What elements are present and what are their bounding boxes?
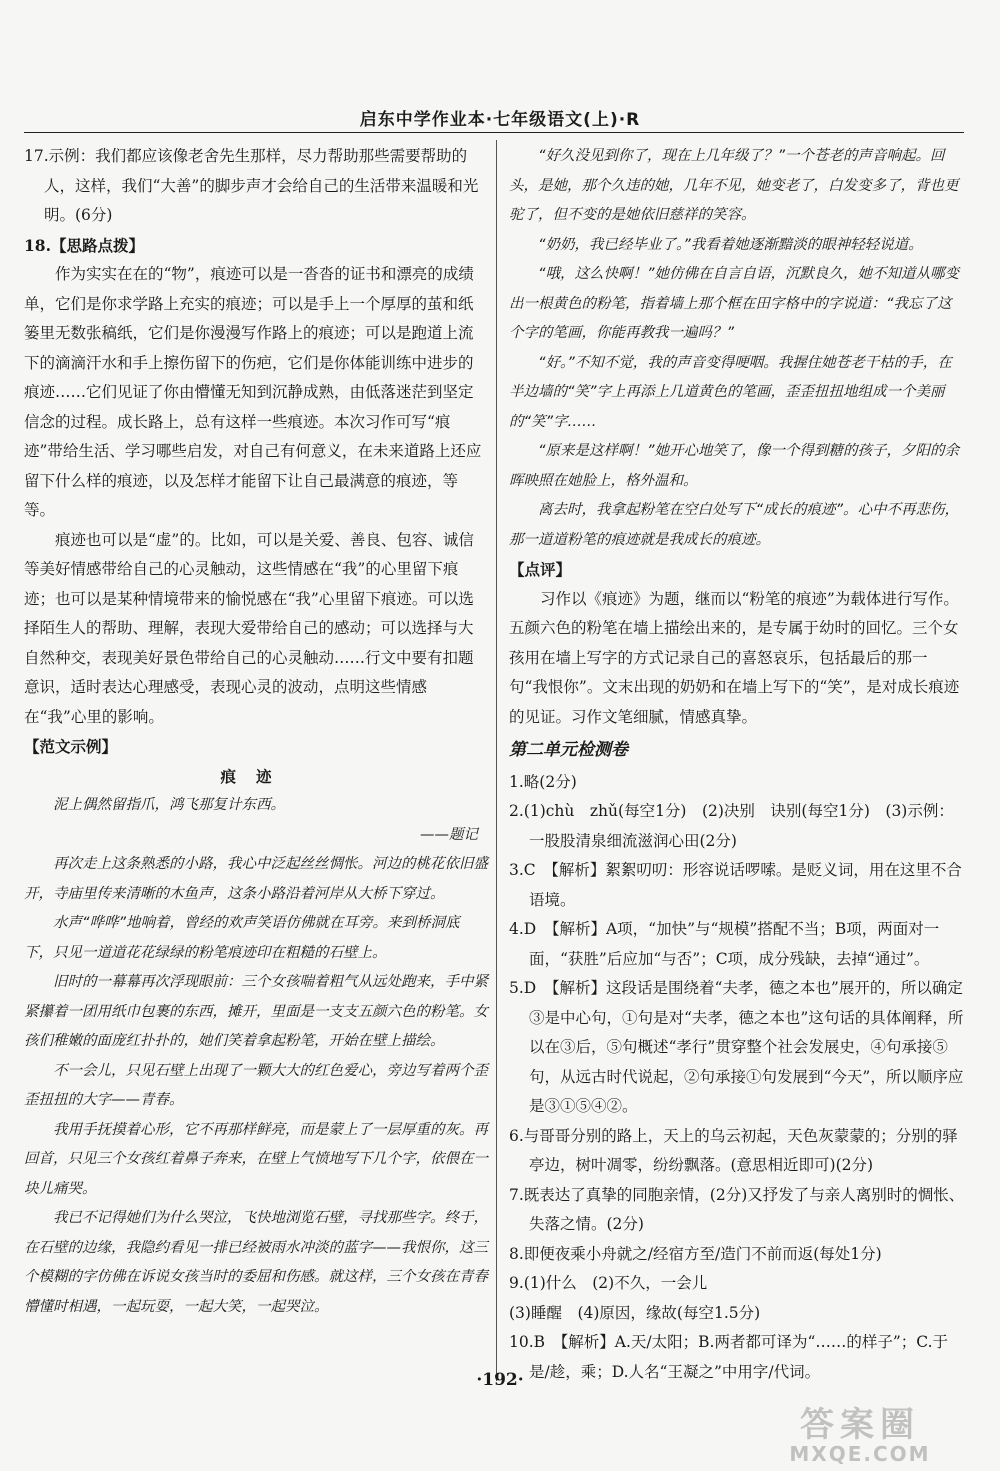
page-number: ·192· bbox=[476, 1370, 524, 1390]
site-watermark bbox=[740, 1405, 980, 1467]
essay-paragraph-2: 水声“哗哗”地响着，曾经的欢声笑语仿佛就在耳旁。来到桥洞底下，只见一道道花花绿绿的粉笔痕迹印在粗糙的石壁上。 bbox=[24, 915, 460, 961]
comment-text: 习作以《痕迹》为题，继而以“粉笔的痕迹”为载体进行写作。五颜六色的粉笔在墙上描绘出来的，是专属于幼时的回忆。三个女孩用在墙上写字的方式记录自己的喜怒哀乐，包括最后的那一句“我恨你”。文末出现的奶奶和在墙上写下的“笑”，是对成长痕迹的见证。习作文笔细腻，情感真挚。 bbox=[509, 589, 960, 726]
answer-9-part-2: (3)睡醒 (4)原因，缘故(每空1.5分) bbox=[509, 1303, 761, 1322]
essay-paragraph-7: “好久没见到你了，现在上几年级了？”一个苍老的声音响起。回头，是她，那个久违的她，几年不见，她变老了，白发变多了，背也更驼了，但不变的是她依旧慈祥的笑容。 bbox=[509, 148, 959, 223]
running-header bbox=[0, 102, 1000, 130]
answer-5: 5.D 【解析】这段话是围绕着“夫孝，德之本也”展开的，所以确定③是中心句，①句是对“夫孝，德之本也”这句话的具体阐释，所以在③后，⑤句概述“孝行”贯穿整个社会发展史，④句承接⑤句，从远古时代说起，②句承接①句发展到“今天”，所以顺序应是③①⑤④②。 bbox=[509, 979, 964, 1115]
answer-3: 3.C 【解析】絮絮叨叨：形容说话啰嗦。是贬义词，用在这里不合语境。 bbox=[509, 861, 962, 909]
epigraph-source: ——题记 bbox=[420, 826, 478, 843]
answer-4: 4.D 【解析】A项，“加快”与“规模”搭配不当；B项，两面对一面，“获胜”后应加“与否”；C项，成分残缺，去掉“通过”。 bbox=[509, 920, 940, 968]
unit-test-title: 第二单元检测卷 bbox=[509, 740, 628, 760]
watermark-url: MXQE.COM bbox=[789, 1442, 931, 1466]
right-column bbox=[509, 142, 965, 1387]
essay-paragraph-12: 离去时，我拿起粉笔在空白处写下“成长的痕迹”。心中不再悲伤，那一道道粉笔的痕迹就是我成长的痕迹。 bbox=[509, 502, 960, 548]
essay-title: 痕迹 bbox=[220, 766, 292, 786]
essay-paragraph-11: “原来是这样啊！”她开心地笑了，像一个得到糖的孩子，夕阳的余晖映照在她脸上，格外温和。 bbox=[509, 443, 960, 489]
answer-6: 6.与哥哥分别的路上，天上的乌云初起，天色灰蒙蒙的；分别的驿亭边，树叶凋零，纷纷飘落。(意思相近即可)(2分) bbox=[509, 1126, 958, 1174]
answer-10: 10.B 【解析】A.天/太阳；B.两者都可译为“……的样子”；C.于是/趁，乘；D.人名“王凝之”中用字/代词。 bbox=[509, 1333, 949, 1381]
answer-7: 7.既表达了真挚的同胞亲情，(2分)又抒发了与亲人离别时的惆怅、失落之情。(2分) bbox=[509, 1185, 965, 1233]
guide-paragraph-1: 作为实实在在的“物”，痕迹可以是一沓沓的证书和漂亮的成绩单，它们是你求学路上充实的痕迹；可以是手上一个厚厚的茧和纸篓里无数张稿纸，它们是你漫漫写作路上的痕迹；可以是跑道上流下的滴滴汗水和手上擦伤留下的伤疤，它们是你体能训练中进步的痕迹……它们见证了你由懵懂无知到沉静成熟，由低落迷茫到坚定信念的过程。成长路上，总有这样一些痕迹。本次习作可写“痕迹”带给生活、学习哪些启发，对自己有何意义，在未来道路上还应留下什么样的痕迹，以及怎样才能留下让自己最满意的痕迹，等等。 bbox=[24, 265, 482, 519]
essay-paragraph-9: “哦，这么快啊！”她仿佛在自言自语，沉默良久，她不知道从哪变出一根黄色的粉笔，指着墙上那个框在田字格中的字说道：“我忘了这个字的笔画，你能再教我一遍吗？” bbox=[509, 266, 960, 341]
answer-18-label: 18.【思路点拨】 bbox=[24, 235, 144, 255]
guide-paragraph-2: 痕迹也可以是“虚”的。比如，可以是关爱、善良、包容、诚信等美好情感带给自己的心灵触动，这些情感在“我”的心里留下痕迹；也可以是某种情境带来的愉悦感在“我”心里留下痕迹。可以选择陌生人的帮助、理解，表现大爱带给自己的感动；可以选择与大自然种交，表现美好景色带给自己的心灵触动……行文中要有扣题意识，适时表达心理感受，表现心灵的波动，点明这些情感在“我”心里的影响。 bbox=[24, 530, 474, 726]
answer-2: 2.(1)chù zhǔ(每空1分) (2)决别 诀别(每空1分) (3)示例：一股股清泉细流滋润心田(2分) bbox=[509, 802, 954, 850]
header-rule bbox=[24, 132, 964, 133]
answer-8: 8.即便夜乘小舟就之/经宿方至/造门不前而返(每处1分) bbox=[509, 1244, 882, 1263]
comment-label: 【点评】 bbox=[509, 560, 572, 579]
answer-17: 17.示例：我们都应该像老舍先生那样，尽力帮助那些需要帮助的人，这样，我们“大善”的脚步声才会给自己的生活带来温暖和光明。(6分) bbox=[24, 147, 479, 224]
answer-1: 1.略(2分) bbox=[509, 772, 577, 791]
essay-paragraph-5: 我用手抚摸着心形，它不再那样鲜亮，而是蒙上了一层厚重的灰。再回首，只见三个女孩红着鼻子奔来，在壁上气愤地写下几个字，依偎在一块儿痛哭。 bbox=[24, 1121, 488, 1197]
essay-epigraph: 泥上偶然留指爪，鸿飞那复计东西。 bbox=[53, 797, 285, 813]
essay-paragraph-3: 旧时的一幕幕再次浮现眼前：三个女孩喘着粗气从远处跑来，手中紧紧攥着一团用纸巾包裹的东西，摊开，里面是一支支五颜六色的粉笔。女孩们稚嫩的面庞红扑扑的，她们笑着拿起粉笔，开始在壁上描绘。 bbox=[24, 974, 488, 1049]
essay-paragraph-8: “奶奶，我已经毕业了。”我看着她逐渐黯淡的眼神轻轻说道。 bbox=[538, 236, 923, 253]
essay-paragraph-1: 再次走上这条熟悉的小路，我心中泛起丝丝惆怅。河边的桃花依旧盛开，寺庙里传来清晰的木鱼声，这条小路沿着河岸从大桥下穿过。 bbox=[24, 856, 488, 902]
essay-paragraph-10: “好。”不知不觉，我的声音变得哽咽。我握住她苍老干枯的手，在半边墙的“笑”字上再添上几道黄色的笔画，歪歪扭扭地组成一个美丽的“笑”字…… bbox=[509, 354, 952, 430]
essay-paragraph-6: 我已不记得她们为什么哭泣，飞快地浏览石壁，寻找那些字。终于，在石壁的边缘，我隐约看见一排已经被雨水冲淡的蓝字——我恨你，这三个模糊的字仿佛在诉说女孩当时的委屈和伤感。就这样，三个女孩在青春懵懂时相遇，一起玩耍，一起大笑，一起哭泣。 bbox=[24, 1210, 488, 1315]
header-title: 启东中学作业本·七年级语文(上)·R bbox=[359, 110, 641, 130]
left-column bbox=[24, 142, 488, 1322]
watermark-logo-text: 答案圈 bbox=[800, 1405, 920, 1445]
answer-9-part-1: 9.(1)什么 (2)不久，一会儿 bbox=[509, 1274, 708, 1292]
column-divider bbox=[496, 140, 497, 1381]
essay-paragraph-4: 不一会儿，只见石壁上出现了一颗大大的红色爱心，旁边写着两个歪歪扭扭的大字——青春。 bbox=[24, 1062, 488, 1108]
sample-essay-label: 【范文示例】 bbox=[24, 737, 118, 756]
